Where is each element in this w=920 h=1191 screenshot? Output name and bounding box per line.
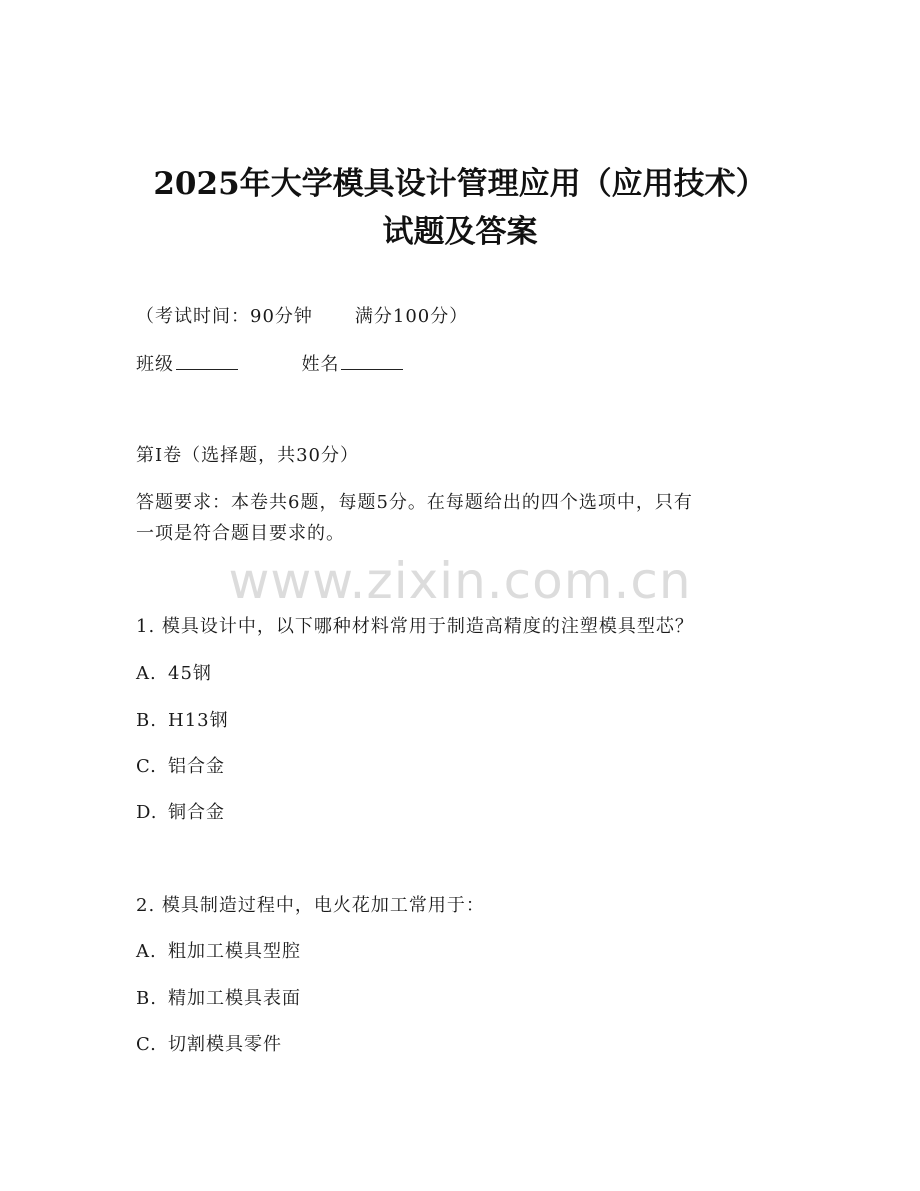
name-label: 姓名 xyxy=(301,354,340,375)
name-blank xyxy=(341,355,403,370)
watermark: www.zixin.com.cn xyxy=(228,552,692,610)
question-1-option-b: B. H13钢 xyxy=(136,710,229,731)
document-title-line1: 2025年大学模具设计管理应用（应用技术） xyxy=(153,166,767,202)
section-title: 第I卷（选择题，共30分） xyxy=(136,445,360,466)
instructions-line2: 一项是符合题目要求的。 xyxy=(136,523,345,544)
class-label: 班级 xyxy=(136,354,174,375)
question-1-option-d: D. 铜合金 xyxy=(136,802,225,823)
question-1-option-c: C. 铝合金 xyxy=(136,756,225,777)
document-title-line2: 试题及答案 xyxy=(382,214,538,250)
exam-time: （考试时间：90分钟 xyxy=(136,306,313,327)
question-2-stem: 2. 模具制造过程中，电火花加工常用于： xyxy=(136,895,485,916)
exam-full-score: 满分100分） xyxy=(354,306,469,327)
question-1-option-a: A. 45钢 xyxy=(136,663,212,684)
class-blank xyxy=(176,355,238,370)
instructions-line1: 答题要求：本卷共6题，每题5分。在每题给出的四个选项中，只有 xyxy=(136,492,693,513)
question-2-option-a: A. 粗加工模具型腔 xyxy=(136,941,301,962)
exam-info xyxy=(136,302,468,328)
question-2-option-b: B. 精加工模具表面 xyxy=(136,988,301,1009)
question-2-option-c: C. 切割模具零件 xyxy=(136,1034,282,1055)
question-1-stem: 1. 模具设计中，以下哪种材料常用于制造高精度的注塑模具型芯？ xyxy=(136,616,694,637)
student-info xyxy=(136,350,403,376)
